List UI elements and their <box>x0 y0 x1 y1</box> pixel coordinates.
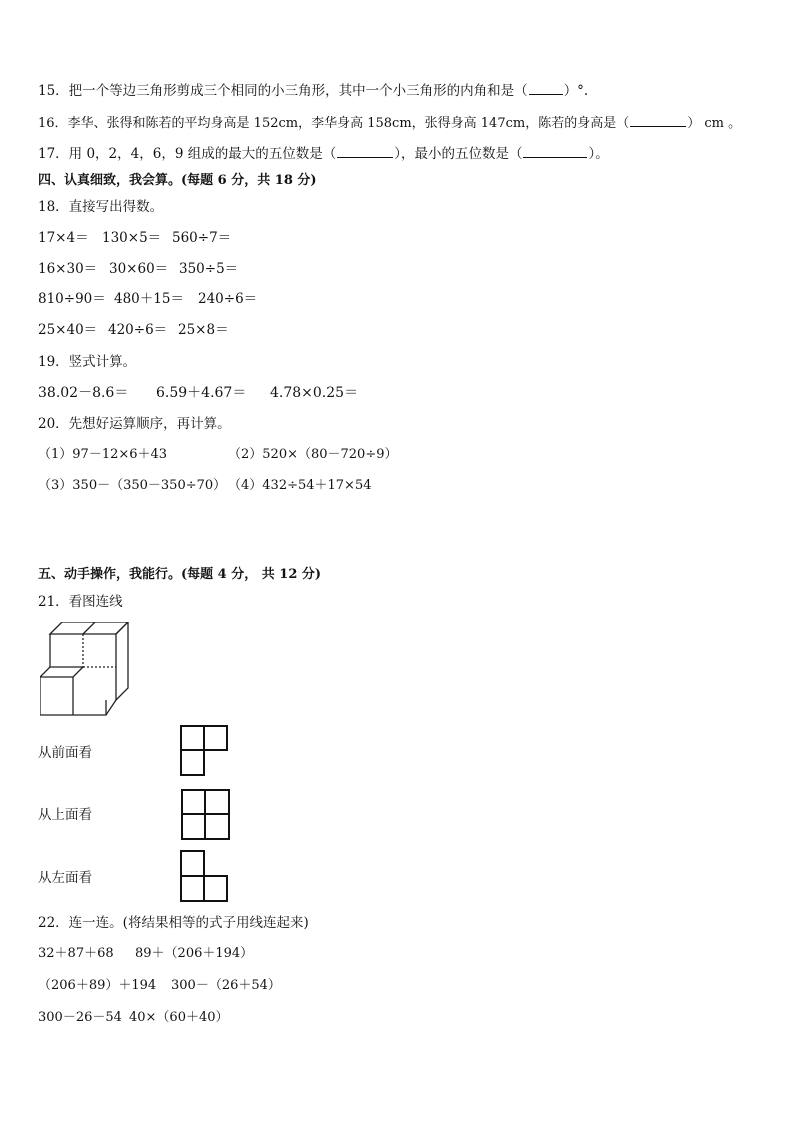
answer-blank[interactable] <box>523 145 587 158</box>
calc-item: （2）520×（80－720÷9） <box>228 447 398 462</box>
question-15-text: 15．把一个等边三角形剪成三个相同的小三角形，其中一个小三角形的内角和是（ <box>38 83 528 99</box>
cube-stack-figure <box>40 622 130 716</box>
view-label-left[interactable]: 从左面看 <box>38 870 92 886</box>
calc-item: 240÷6＝ <box>198 291 258 307</box>
match-item[interactable]: 300－（26＋54） <box>171 978 281 993</box>
question-18-title: 18．直接写出得数。 <box>38 199 164 215</box>
calc-item: 30×60＝ <box>109 261 169 277</box>
question-15-text-end: ）°. <box>563 83 589 99</box>
calc-item: 560÷7＝ <box>172 230 232 246</box>
calc-item: 4.78×0.25＝ <box>270 385 359 401</box>
calc-item: 350÷5＝ <box>179 261 239 277</box>
calc-item: 480＋15＝ <box>114 291 184 307</box>
section-4-title: 四、认真细致，我会算。(每题 6 分，共 18 分) <box>38 173 317 188</box>
calc-item: 38.02－8.6＝ <box>38 385 129 401</box>
answer-blank[interactable] <box>529 82 563 95</box>
question-21-title: 21．看图连线 <box>38 594 123 610</box>
question-17 <box>38 145 609 163</box>
view-shape-c[interactable] <box>180 850 230 904</box>
match-item[interactable]: 300－26－54 <box>38 1010 122 1025</box>
question-16-text: 16．李华、张得和陈若的平均身高是 152cm，李华身高 158cm，张得身高 147cm，陈若的身高是（ <box>38 116 630 131</box>
question-22-title: 22．连一连。(将结果相等的式子用线连起来) <box>38 915 309 931</box>
view-shape-b[interactable] <box>180 788 232 842</box>
question-17-text: 17．用 0，2，4，6，9 组成的最大的五位数是（ <box>38 146 337 162</box>
question-17-text-mid: ），最小的五位数是（ <box>394 146 523 162</box>
match-item[interactable]: （206＋89）＋194 <box>38 978 157 993</box>
calc-item: 16×30＝ <box>38 261 98 277</box>
view-shape-a-drawing <box>180 725 230 777</box>
match-item[interactable]: 32＋87＋68 <box>38 946 114 961</box>
calc-item: 420÷6＝ <box>108 322 168 338</box>
cube-stack-drawing <box>40 622 130 716</box>
section-5-title: 五、动手操作，我能行。(每题 4 分， 共 12 分) <box>38 567 322 582</box>
calc-item: 810÷90＝ <box>38 291 106 307</box>
calc-item: （3）350－（350－350÷70） <box>38 478 227 493</box>
view-shape-a[interactable] <box>180 725 230 777</box>
calc-item: 6.59＋4.67＝ <box>156 385 247 401</box>
match-item[interactable]: 40×（60＋40） <box>129 1010 229 1025</box>
calc-item: （1）97－12×6＋43 <box>38 447 168 462</box>
question-16-text-end: ） cm 。 <box>687 116 742 131</box>
match-item[interactable]: 89＋（206＋194） <box>135 946 254 961</box>
question-16 <box>38 114 741 133</box>
calc-item: 130×5＝ <box>102 230 162 246</box>
calc-item: （4）432÷54＋17×54 <box>228 478 372 493</box>
calc-item: 17×4＝ <box>38 230 89 246</box>
answer-blank[interactable] <box>630 114 686 127</box>
view-label-front[interactable]: 从前面看 <box>38 745 92 761</box>
view-shape-b-drawing <box>180 788 232 842</box>
question-15 <box>38 82 588 100</box>
question-17-text-end: ）。 <box>588 146 609 162</box>
calc-item: 25×40＝ <box>38 322 98 338</box>
calc-item: 25×8＝ <box>178 322 229 338</box>
answer-blank[interactable] <box>337 145 393 158</box>
question-20-title: 20．先想好运算顺序，再计算。 <box>38 416 231 432</box>
question-19-title: 19．竖式计算。 <box>38 354 137 370</box>
view-shape-c-drawing <box>180 850 230 904</box>
view-label-top[interactable]: 从上面看 <box>38 807 92 823</box>
